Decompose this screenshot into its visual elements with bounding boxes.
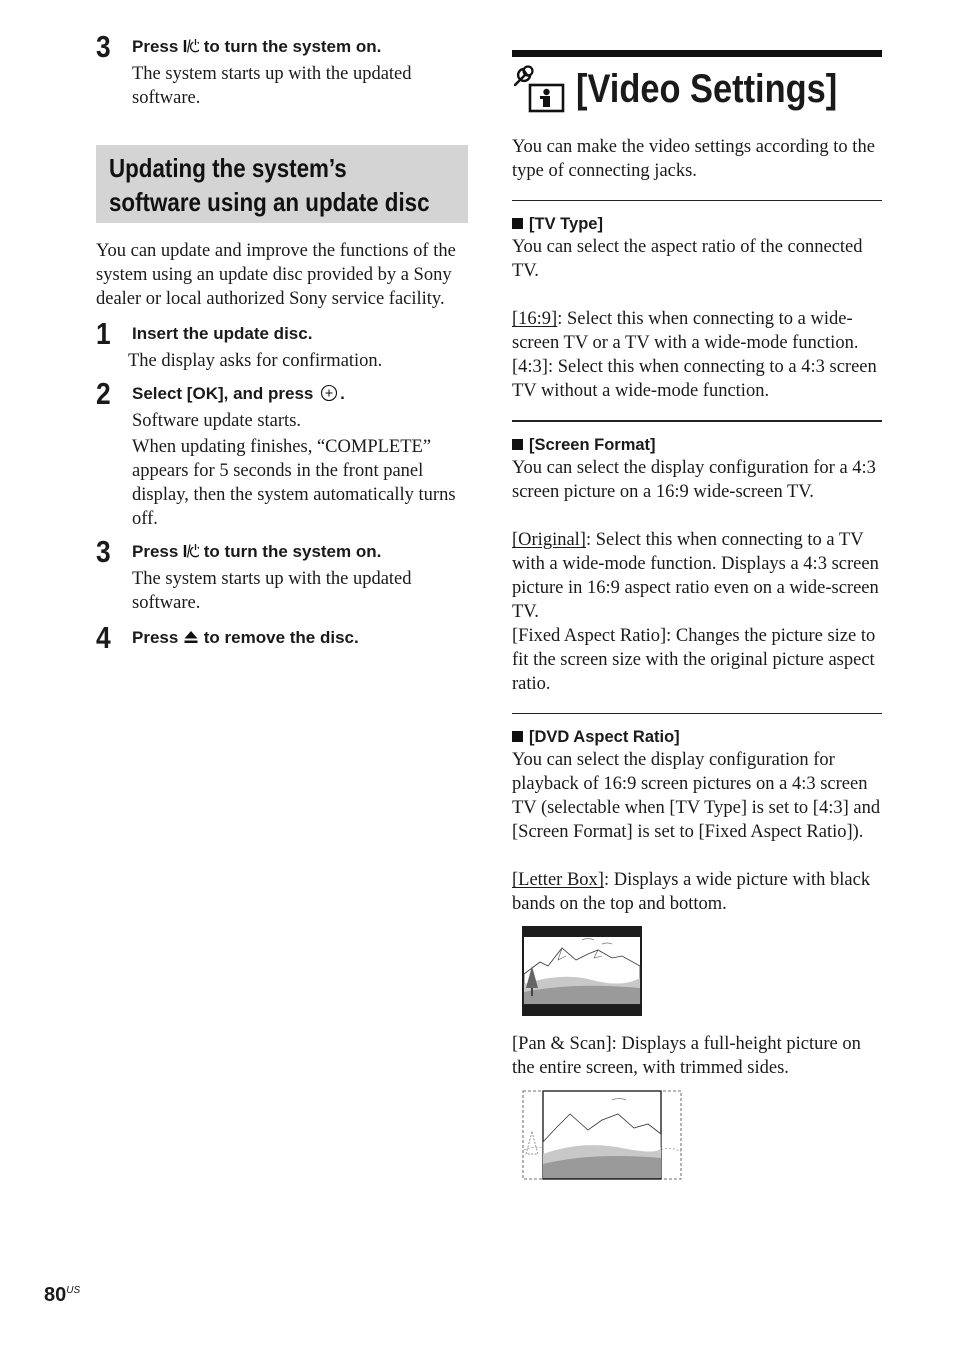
step-number: 2 bbox=[96, 376, 111, 411]
square-bullet-icon bbox=[512, 731, 523, 742]
tv-type-heading: [TV Type] bbox=[512, 213, 882, 235]
title-bar bbox=[512, 50, 882, 57]
dvd-aspect-option-panscan: [Pan & Scan]: Displays a full-height picture on the entire screen, with trimmed sides. bbox=[512, 1034, 861, 1078]
eject-icon bbox=[183, 629, 199, 645]
step-body: The system starts up with the updated software. bbox=[132, 64, 412, 108]
pan-scan-illustration bbox=[522, 1090, 684, 1182]
step-title: Insert the update disc. bbox=[132, 324, 313, 343]
screen-format-option-fixed: [Fixed Aspect Ratio]: Changes the picture size to fit the screen size with the original picture aspect ratio. bbox=[512, 626, 876, 694]
step-4 bbox=[96, 620, 468, 655]
power-icon bbox=[183, 38, 199, 54]
step-3 bbox=[96, 534, 468, 615]
step-title: Press to turn the system on. bbox=[132, 37, 382, 56]
video-intro: You can make the video settings according to the type of connecting jacks. bbox=[512, 137, 875, 181]
step-1 bbox=[96, 316, 468, 373]
step-title: Press to remove the disc. bbox=[132, 628, 359, 647]
screen-format-option-original: [Original]: Select this when connecting to a TV with a wide-mode function. Displays a 4:3 screen picture in 16:9 aspect ratio even on a wide-screen TV. bbox=[512, 530, 879, 622]
divider bbox=[512, 200, 882, 201]
dvd-aspect-heading: [DVD Aspect Ratio] bbox=[512, 726, 882, 748]
page-title: [Video Settings] bbox=[576, 67, 838, 111]
step-body: The display asks for confirmation. bbox=[128, 351, 383, 371]
square-bullet-icon bbox=[512, 439, 523, 450]
section-title-line1: Updating the system’s bbox=[109, 153, 347, 183]
step-number: 4 bbox=[96, 620, 111, 655]
square-bullet-icon bbox=[512, 218, 523, 229]
tv-type-desc: You can select the aspect ratio of the connected TV. bbox=[512, 237, 863, 281]
tv-type-option-16-9: [16:9]: Select this when connecting to a wide-screen TV or a TV with a wide-mode function. bbox=[512, 309, 859, 353]
step-number: 3 bbox=[96, 534, 111, 569]
screen-format-heading: [Screen Format] bbox=[512, 434, 882, 456]
section-title-line2: software using an update disc bbox=[109, 187, 430, 217]
left-column bbox=[96, 29, 468, 655]
step-number: 3 bbox=[96, 29, 111, 64]
tv-type-option-4-3: [4:3]: Select this when connecting to a 4:3 screen TV without a wide-mode function. bbox=[512, 357, 877, 401]
step-body: Software update starts. bbox=[132, 411, 302, 431]
enter-button-icon bbox=[320, 384, 338, 402]
step-3-top bbox=[96, 29, 468, 110]
dvd-aspect-option-letterbox: [Letter Box]: Displays a wide picture with black bands on the top and bottom. bbox=[512, 870, 871, 914]
step-body: The system starts up with the updated software. bbox=[132, 569, 412, 613]
divider bbox=[512, 420, 882, 422]
section-heading-box bbox=[96, 145, 468, 223]
update-intro: You can update and improve the functions of the system using an update disc provided by a Sony dealer or local authorized Sony service facility. bbox=[96, 241, 456, 309]
step-title: Press to turn the system on. bbox=[132, 542, 382, 561]
right-column bbox=[512, 50, 882, 1182]
divider bbox=[512, 713, 882, 714]
letterbox-illustration bbox=[522, 926, 644, 1018]
page-number: $80^{US}$ bbox=[44, 1284, 81, 1306]
dvd-aspect-desc: You can select the display configuration for playback of 16:9 screen pictures on a 4:3 screen TV (selectable when [TV Type] is set to [4:3] and [Screen Format] is set to [Fixed Aspect Ratio]). bbox=[512, 750, 881, 842]
power-icon bbox=[183, 543, 199, 559]
step-number: 1 bbox=[96, 316, 111, 351]
step-body: When updating finishes, “COMPLETE” appears for 5 seconds in the front panel display, then the system automatically turns off. bbox=[132, 437, 456, 529]
screen-format-desc: You can select the display configuration for a 4:3 screen picture on a 16:9 wide-screen TV. bbox=[512, 458, 876, 502]
video-settings-icon bbox=[512, 65, 566, 113]
title-row bbox=[512, 63, 882, 115]
step-title: Select [OK], and press . bbox=[132, 384, 345, 403]
step-2 bbox=[96, 376, 468, 531]
